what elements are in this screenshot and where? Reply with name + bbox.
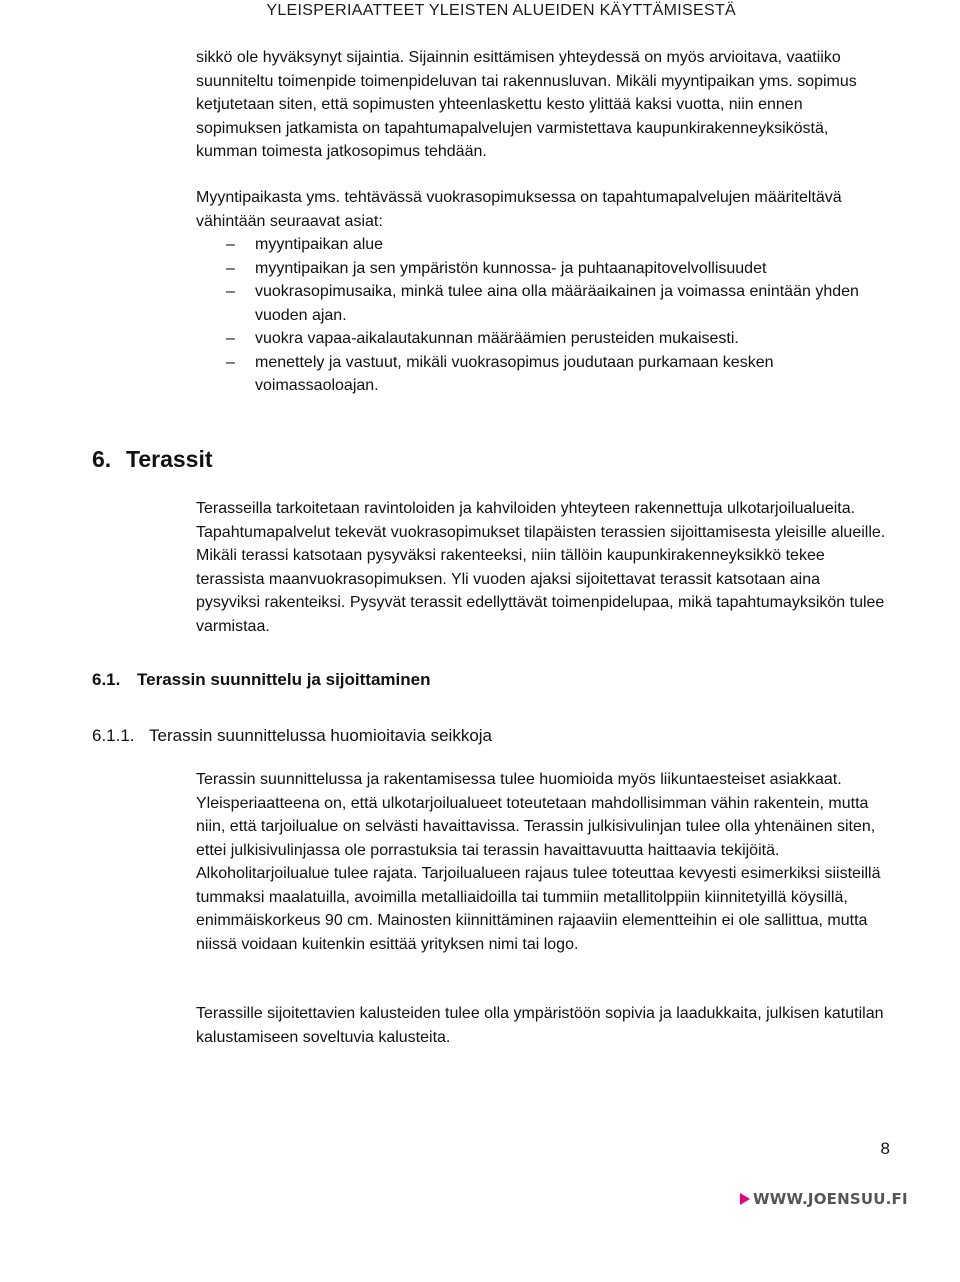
- list-item: – vuokrasopimusaika, minkä tulee aina olla määräaikainen ja voimassa enintään yhden vuoden ajan.: [196, 280, 886, 327]
- myyntipaikka-lead: Myyntipaikasta yms. tehtävässä vuokrasopimuksessa on tapahtumapalvelujen määriteltävä vähintään seuraavat asiat:: [196, 189, 842, 230]
- subsection-title: Terassin suunnittelussa huomioitavia seikkoja: [149, 726, 493, 745]
- play-triangle-icon: [740, 1193, 750, 1205]
- dash-bullet: –: [226, 236, 235, 253]
- suunnittelu-paragraph-block: [196, 768, 886, 956]
- intro-paragraph: sikkö ole hyväksynyt sijaintia. Sijainnin esittämisen yhteydessä on myös arvioitava, vaatiiko suunniteltu toimenpide toimenpideluvan tai rakennusluvan. Mikäli myyntipaikan yms. sopimus ketjutetaan siten, että sopimusten yhteenlaskettu kesto ylittää kaksi vuotta, niin ennen sopimuksen jatkamista on tapahtumapalvelujen varmistettava kaupunkirakenneyksiköstä, kumman toimesta jatkosopimus tehdään.: [196, 49, 857, 160]
- section-number: 6.: [92, 446, 112, 472]
- section-heading-suunnittelu: [92, 670, 430, 690]
- terassit-paragraph-block: [196, 497, 886, 638]
- list-item: – myyntipaikan ja sen ympäristön kunnossa- ja puhtaanapitovelvollisuudet: [196, 257, 886, 281]
- running-header: YLEISPERIAATTEET YLEISTEN ALUEIDEN KÄYTTÄMISESTÄ: [266, 2, 736, 19]
- kalusteet-paragraph-block: [196, 1002, 886, 1049]
- dash-bullet: –: [226, 353, 235, 371]
- subsection-number: 6.1.1.: [92, 726, 135, 745]
- myyntipaikka-block: [196, 186, 886, 398]
- section-number: 6.1.: [92, 670, 121, 689]
- dash-bullet: –: [226, 330, 235, 347]
- intro-paragraph-block: [196, 46, 886, 164]
- subsection-heading-seikat: [92, 726, 492, 746]
- list-item: – myyntipaikan alue: [196, 233, 886, 257]
- myyntipaikka-list: [196, 233, 886, 398]
- section-heading-terassit: [92, 446, 213, 473]
- dash-bullet: –: [226, 259, 235, 277]
- dash-bullet: –: [226, 283, 235, 300]
- page-number: 8: [880, 1139, 890, 1158]
- kalusteet-paragraph: Terassille sijoitettavien kalusteiden tulee olla ympäristöön sopivia ja laadukkaita, julkisen katutilan kalustamiseen soveltuvia kalusteita.: [196, 1005, 884, 1046]
- list-item: – menettely ja vastuut, mikäli vuokrasopimus joudutaan purkamaan kesken voimassaoloajan.: [196, 351, 886, 398]
- joensuu-logo: [740, 1190, 908, 1208]
- section-title: Terassin suunnittelu ja sijoittaminen: [137, 670, 431, 689]
- suunnittelu-paragraph: Terassin suunnittelussa ja rakentamisessa tulee huomioida myös liikuntaesteiset asiakkaat. Yleisperiaatteena on, että ulkotarjoilualueet toteutetaan mahdollisimman vähin rakentein, mutta niin, että tarjoilualue on selvästi havaittavissa. Terassin julkisivulinjan tulee olla yhtenäinen siten, ettei julkisivulinjassa ole porrastuksia tai terassin havaittavuutta haittaavia tekijöitä. Alkoholitarjoilualue tulee rajata. Tarjoilualueen rajaus tulee toteuttaa kevyesti esimerkiksi siisteillä tummaksi maalatuilla, avoimilla metalliaidoilla tai tummiin metallitolppiin kiinnitetyillä köysillä, enimmäiskorkeus 90 cm. Mainosten kiinnittäminen rajaaviin elementteihin ei ole sallittua, mutta niissä voidaan kuitenkin esittää yrityksen nimi tai logo.: [196, 771, 881, 953]
- list-item: – vuokra vapaa-aikalautakunnan määräämien perusteiden mukaisesti.: [196, 327, 886, 351]
- terassit-paragraph: Terasseilla tarkoitetaan ravintoloiden ja kahviloiden yhteyteen rakennettuja ulkotarjoilualueita. Tapahtumapalvelut tekevät vuokrasopimukset tilapäisten terassien sijoittamisesta yleisille alueille. Mikäli terassi katsotaan pysyväksi rakenteeksi, niin tällöin kaupunkirakenneyksikkö tekee terassista maanvuokrasopimuksen. Yli vuoden ajaksi sijoitettavat terassit katsotaan aina pysyviksi rakenteiksi. Pysyvät terassit edellyttävät toimenpidelupaa, mikä tapahtumayksikön tulee varmistaa.: [196, 500, 886, 635]
- logo-text: WWW.JOENSUU.FI: [753, 1190, 908, 1208]
- section-title: Terassit: [126, 446, 213, 472]
